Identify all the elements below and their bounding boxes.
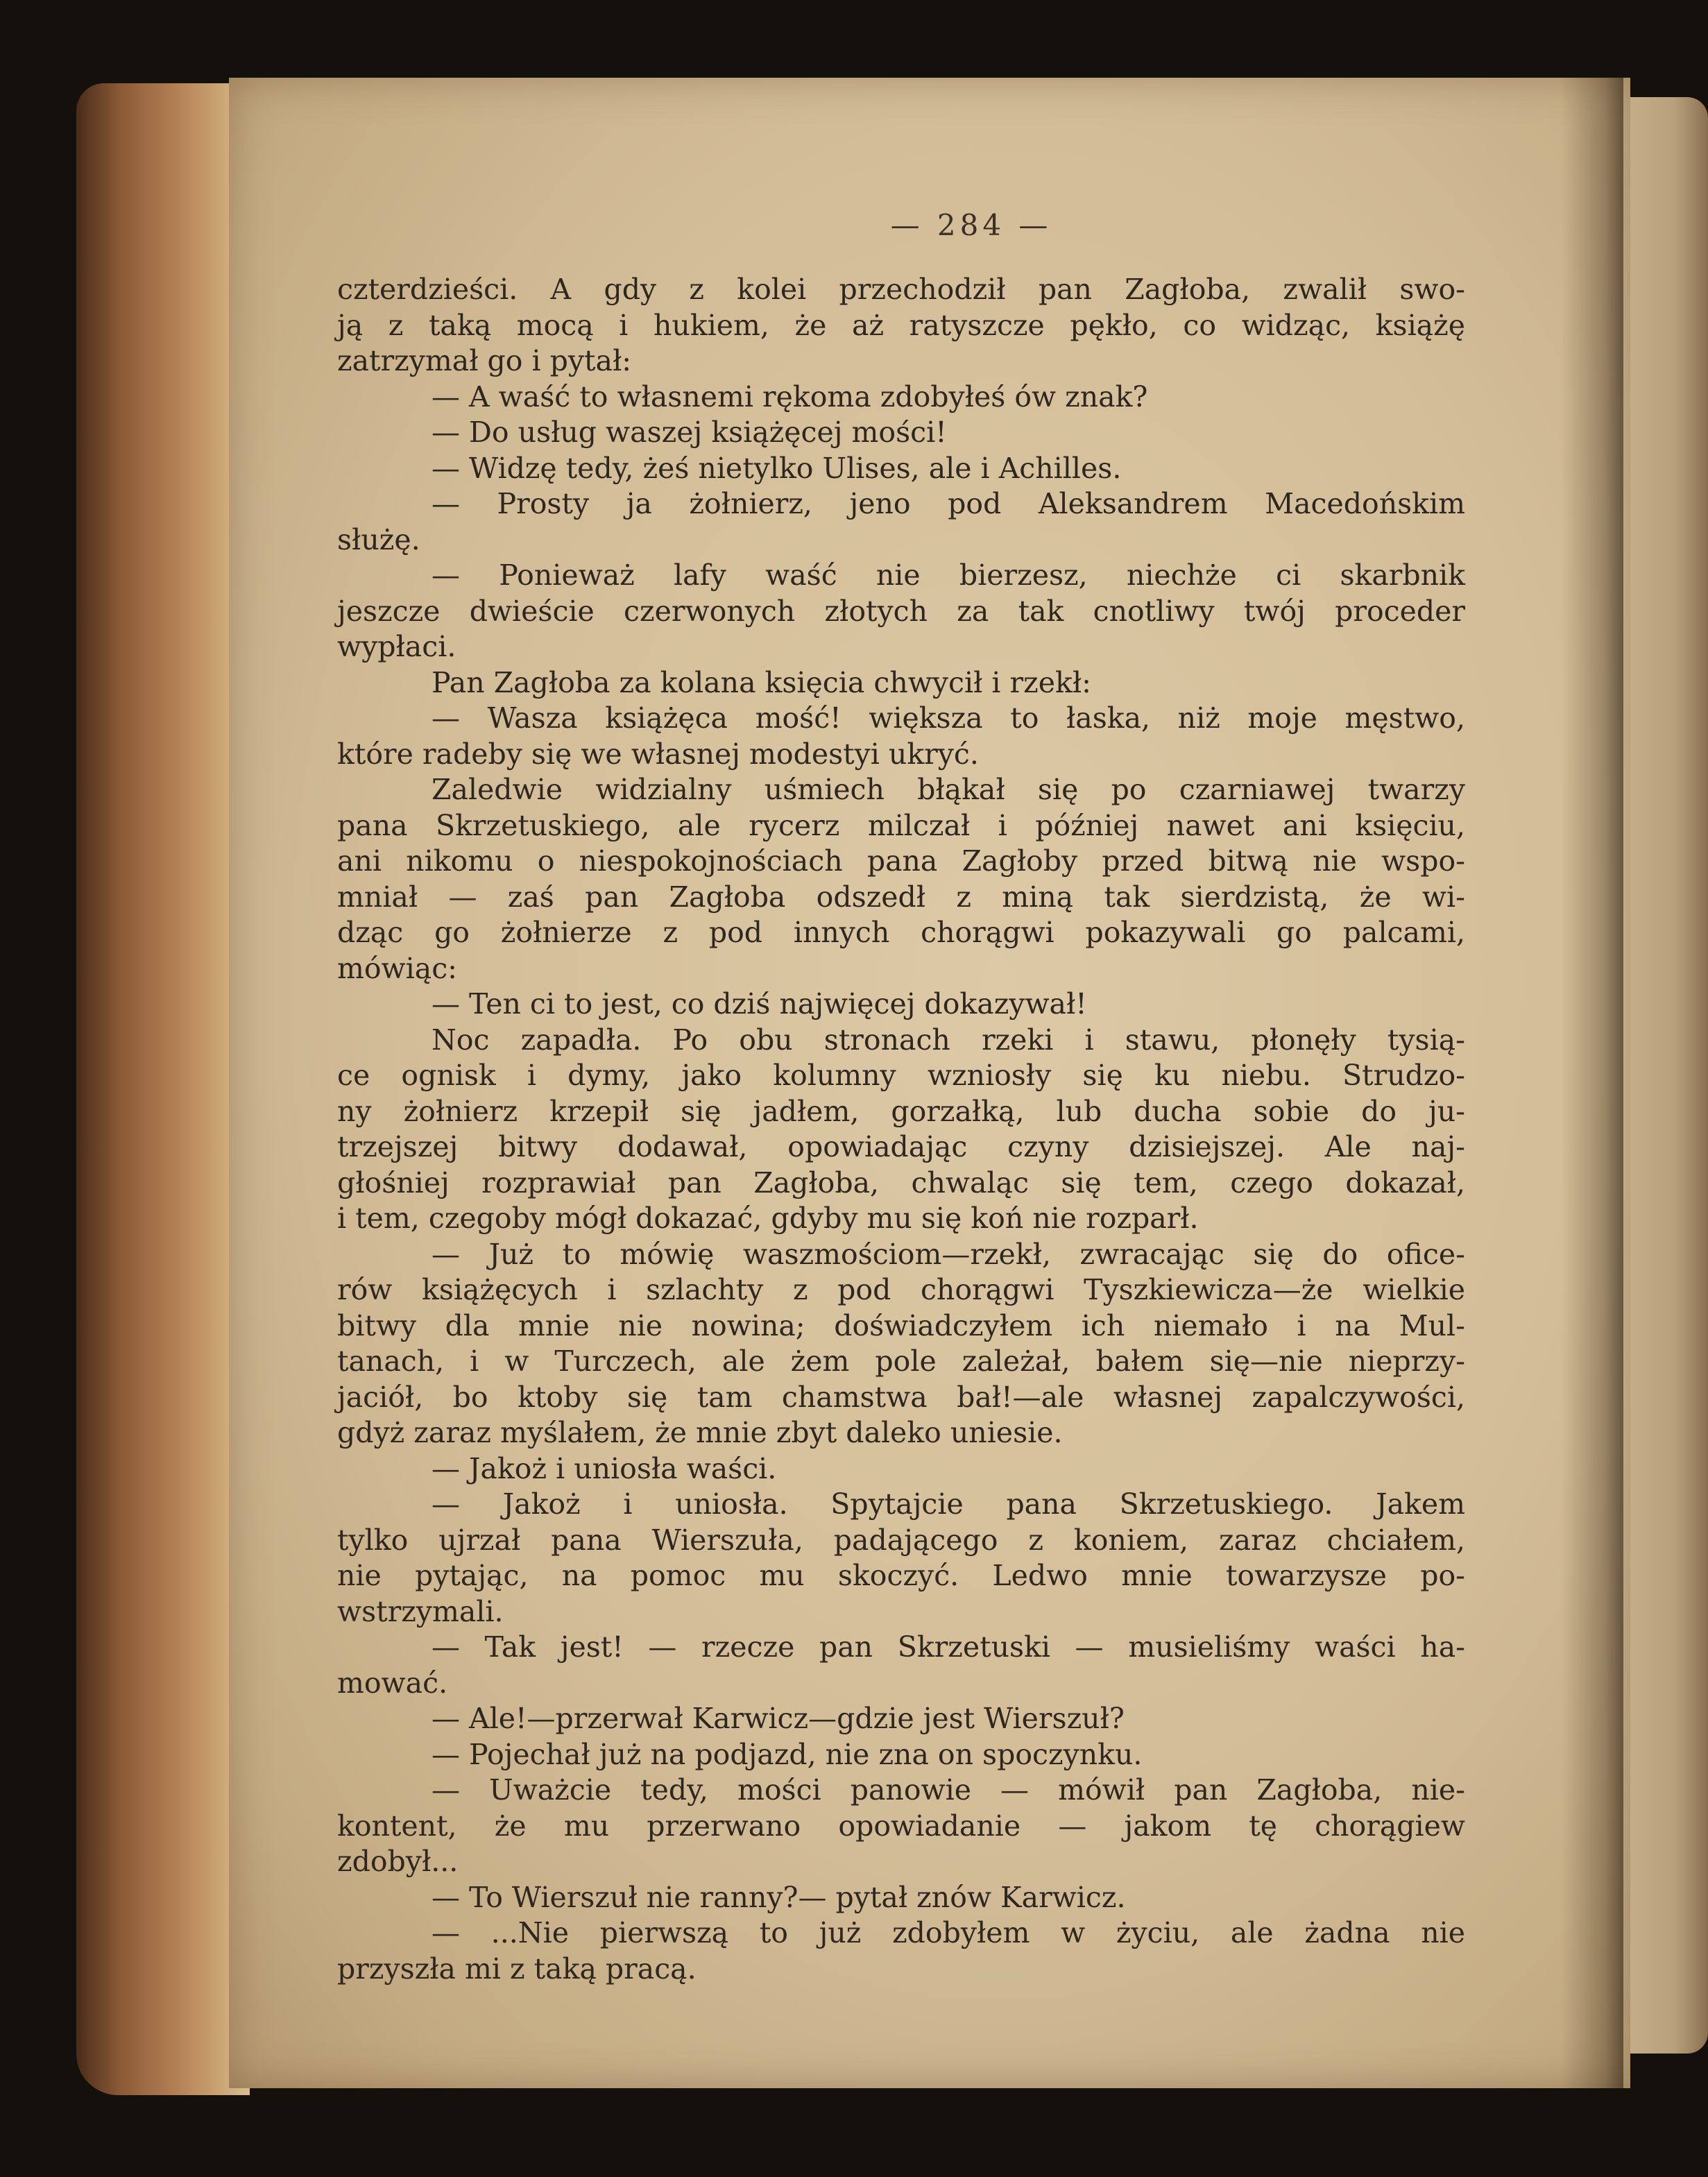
text-line: — Tak jest! — rzecze pan Skrzetuski — musieliśmy waści ha- — [432, 1630, 1465, 1664]
text-line: — To Wierszuł nie ranny?— pytał znów Karwicz. — [432, 1880, 1126, 1914]
text-line: — Jakoż i uniosła. Spytajcie pana Skrzetuskiego. Jakem — [432, 1487, 1465, 1521]
gutter-shadow — [1561, 78, 1623, 2088]
text-line: Noc zapadła. Po obu stronach rzeki i stawu, płonęły tysią- — [432, 1023, 1465, 1057]
text-line: dząc go żołnierze z pod innych chorągwi pokazywali go palcami, — [337, 916, 1465, 949]
book-block-edge — [76, 83, 250, 2095]
text-line: bitwy dla mnie nie nowina; doświadczyłem ich niemało i na Mul- — [337, 1308, 1465, 1342]
text-line: — Jakoż i uniosła waści. — [432, 1451, 777, 1485]
text-line: głośniej rozprawiał pan Zagłoba, chwaląc się tem, czego dokazał, — [337, 1166, 1465, 1200]
text-line: mówiąc: — [337, 951, 457, 985]
text-line: kontent, że mu przerwano opowiadanie — jakom tę chorągiew — [337, 1809, 1465, 1843]
text-line: jeszcze dwieście czerwonych złotych za tak cnotliwy twój proceder — [337, 594, 1465, 628]
text-line: gdyż zaraz myślałem, że mnie zbyt daleko uniesie. — [337, 1416, 1063, 1449]
text-line: — Już to mówię waszmościom—rzekł, zwracając się do ofice- — [432, 1237, 1465, 1271]
text-line: mniał — zaś pan Zagłoba odszedł z miną tak sierdzistą, że wi- — [337, 880, 1465, 914]
text-line: — Widzę tedy, żeś nietylko Ulises, ale i Achilles. — [432, 451, 1122, 485]
text-line: — Ten ci to jest, co dziś najwięcej dokazywał! — [432, 987, 1087, 1021]
text-line: — Do usług waszej książęcej mości! — [432, 416, 947, 449]
text-line: — Prosty ja żołnierz, jeno pod Aleksandrem Macedońskim — [432, 487, 1465, 520]
text-line: które radeby się we własnej modestyi ukryć. — [337, 737, 979, 771]
page-number: — 284 — — [890, 208, 1052, 242]
text-line: pana Skrzetuskiego, ale rycerz milczał i później nawet ani księciu, — [337, 808, 1465, 842]
text-line: — Pojechał już na podjazd, nie zna on spoczynku. — [432, 1737, 1143, 1771]
text-line: Pan Zagłoba za kolana księcia chwycił i rzekł: — [432, 665, 1091, 699]
text-line: mować. — [337, 1666, 448, 1700]
text-line: jaciół, bo ktoby się tam chamstwa bał!—ale własnej zapalczywości, — [337, 1380, 1465, 1414]
text-line: — Wasza książęca mość! większa to łaska, niż moje męstwo, — [432, 701, 1465, 735]
text-line: wypłaci. — [337, 630, 456, 663]
text-line: — ...Nie pierwszą to już zdobyłem w życiu, ale żadna nie — [432, 1916, 1465, 1949]
text-line: tanach, i w Turczech, ale żem pole zależał, bałem się—nie nieprzy- — [337, 1344, 1465, 1378]
text-line: zdobył... — [337, 1845, 459, 1878]
text-line: wstrzymali. — [337, 1594, 504, 1628]
text-line: i tem, czegoby mógł dokazać, gdyby mu się koń nie rozparł. — [337, 1202, 1199, 1235]
text-line: — A waść to własnemi rękoma zdobyłeś ów znak? — [432, 379, 1148, 413]
text-line: czterdzieści. A gdy z kolei przechodził pan Zagłoba, zwalił swo- — [337, 273, 1465, 306]
text-line: Zaledwie widzialny uśmiech błąkał się po czarniawej twarzy — [432, 773, 1465, 806]
body-text — [337, 272, 1465, 1987]
text-line: rów książęcych i szlachty z pod chorągwi Tyszkiewicza—że wielkie — [337, 1273, 1465, 1306]
text-line: nie pytając, na pomoc mu skoczyć. Ledwo mnie towarzysze po- — [337, 1559, 1465, 1592]
text-line: ją z taką mocą i hukiem, że aż ratyszcze pękło, co widząc, książę — [337, 308, 1465, 342]
text-line: przyszła mi z taką pracą. — [337, 1952, 697, 1986]
text-line: ce ognisk i dymy, jako kolumny wzniosły się ku niebu. Strudzo- — [337, 1059, 1465, 1092]
text-line: trzejszej bitwy dodawał, opowiadając czyny dzisiejszej. Ale naj- — [337, 1130, 1465, 1163]
text-line: ani nikomu o niespokojnościach pana Zagłoby przed bitwą nie wspo- — [337, 844, 1465, 878]
text-line: tylko ujrzał pana Wierszuła, padającego z koniem, zaraz chciałem, — [337, 1523, 1465, 1557]
text-line: — Ale!—przerwał Karwicz—gdzie jest Wierszuł? — [432, 1702, 1125, 1735]
text-line: — Ponieważ lafy waść nie bierzesz, niechże ci skarbnik — [432, 558, 1465, 592]
text-line: służę. — [337, 522, 420, 556]
text-line: ny żołnierz krzepił się jadłem, gorzałką, lub ducha sobie do ju- — [337, 1094, 1465, 1128]
text-line: — Uważcie tedy, mości panowie — mówił pan Zagłoba, nie- — [432, 1773, 1465, 1807]
text-line: zatrzymał go i pytał: — [337, 344, 632, 377]
